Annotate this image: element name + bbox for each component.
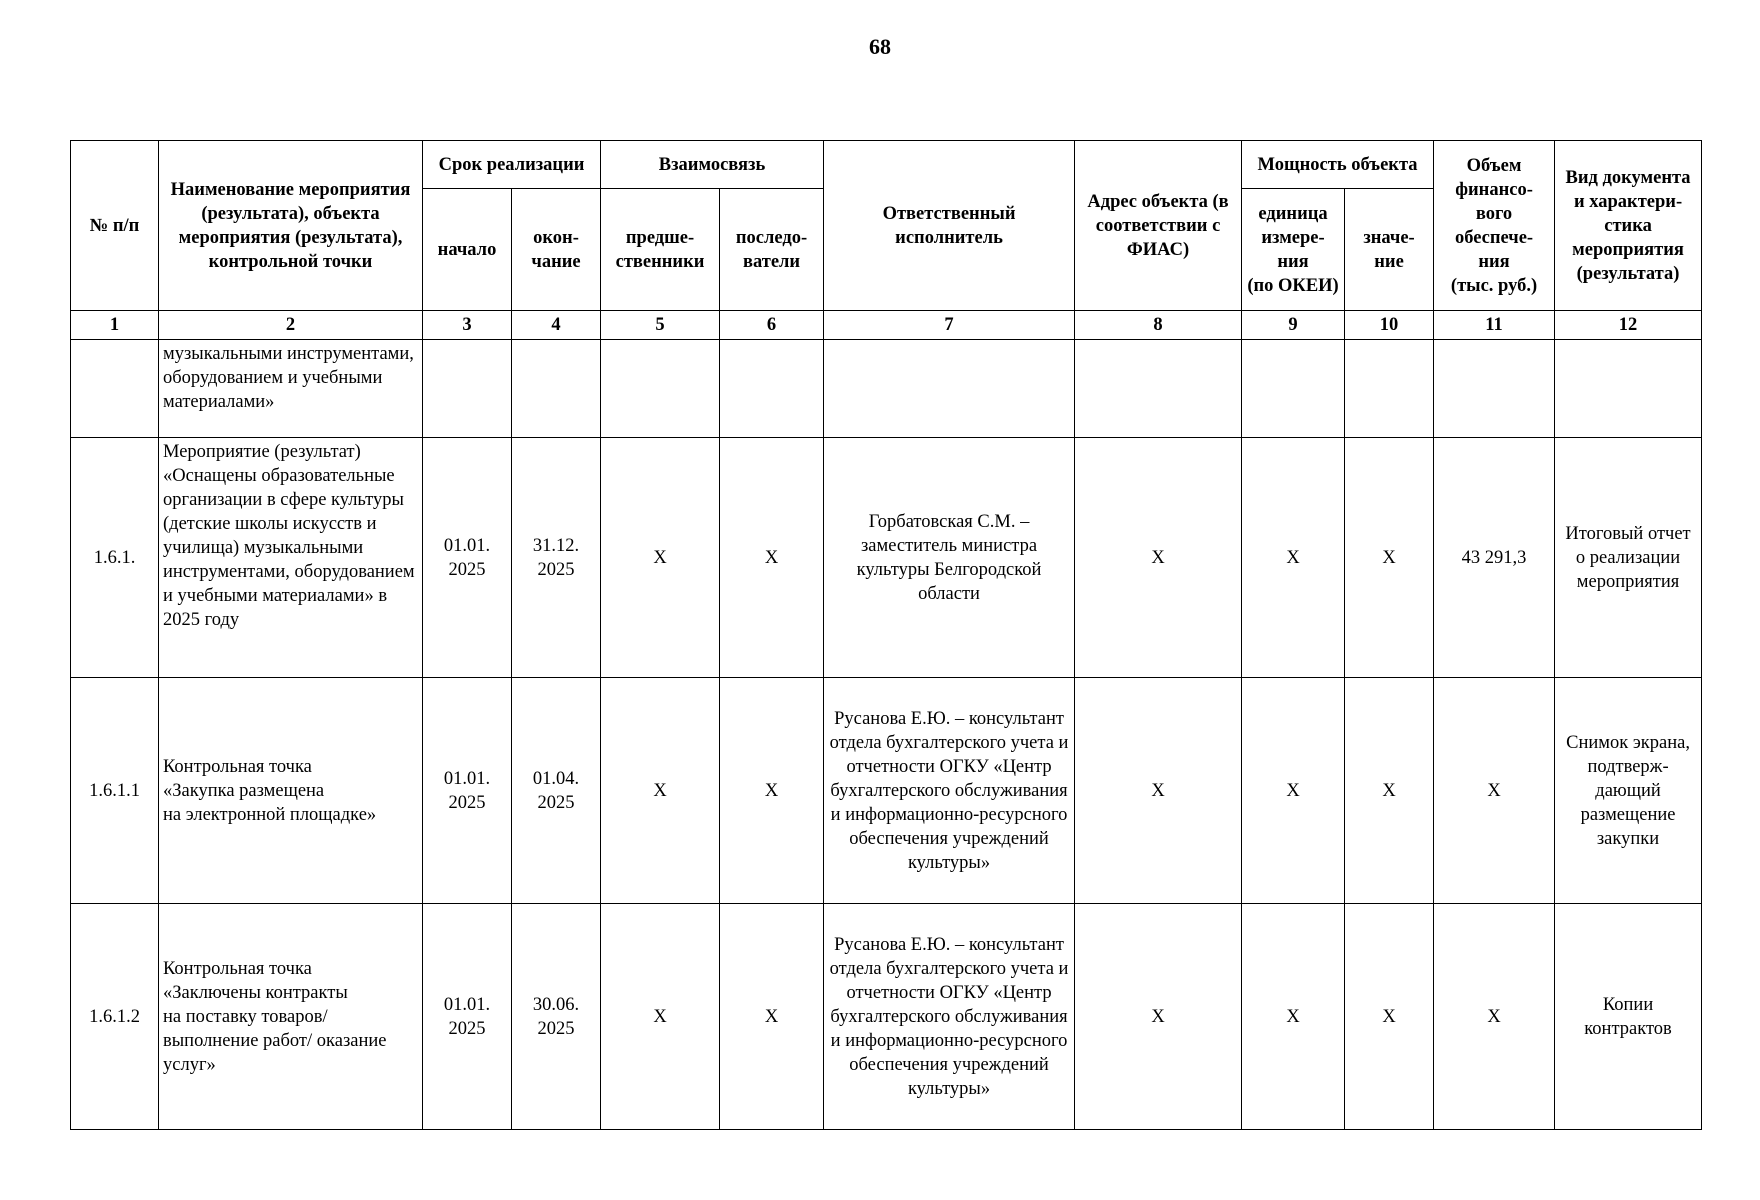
table-row bbox=[71, 904, 1702, 1130]
cell-name: Контрольная точка «Закупка размещена на электронной площадке» bbox=[159, 678, 423, 904]
column-number: 11 bbox=[1434, 311, 1555, 340]
cell-unit: X bbox=[1242, 904, 1345, 1130]
cell-address: X bbox=[1075, 678, 1242, 904]
cell-start: 01.01. 2025 bbox=[423, 438, 512, 678]
cell-end bbox=[512, 340, 601, 438]
cell-num: 1.6.1.1 bbox=[71, 678, 159, 904]
cell-value: X bbox=[1345, 438, 1434, 678]
header-unit: единица измере- ния (по ОКЕИ) bbox=[1242, 189, 1345, 311]
cell-finance: 43 291,3 bbox=[1434, 438, 1555, 678]
cell-doc: Итоговый отчет о реализации мероприятия bbox=[1555, 438, 1702, 678]
column-number: 5 bbox=[601, 311, 720, 340]
cell-name: музыкальными инструментами, оборудованием и учебными материалами» bbox=[159, 340, 423, 438]
column-number: 9 bbox=[1242, 311, 1345, 340]
cell-end: 31.12. 2025 bbox=[512, 438, 601, 678]
cell-prev: X bbox=[601, 904, 720, 1130]
header-term-start: начало bbox=[423, 189, 512, 311]
cell-value: X bbox=[1345, 904, 1434, 1130]
table-row bbox=[71, 438, 1702, 678]
cell-next: X bbox=[720, 904, 824, 1130]
cell-prev: X bbox=[601, 438, 720, 678]
cell-address bbox=[1075, 340, 1242, 438]
column-number: 12 bbox=[1555, 311, 1702, 340]
header-name: Наименование мероприятия (результата), объекта мероприятия (результата), контрольной точки bbox=[159, 141, 423, 311]
column-number: 10 bbox=[1345, 311, 1434, 340]
header-link: Взаимосвязь bbox=[601, 141, 824, 189]
cell-prev: X bbox=[601, 678, 720, 904]
cell-value: X bbox=[1345, 678, 1434, 904]
cell-start: 01.01. 2025 bbox=[423, 904, 512, 1130]
column-number: 7 bbox=[824, 311, 1075, 340]
cell-responsible bbox=[824, 340, 1075, 438]
cell-prev bbox=[601, 340, 720, 438]
column-number: 4 bbox=[512, 311, 601, 340]
column-number: 3 bbox=[423, 311, 512, 340]
plan-table bbox=[70, 140, 1702, 1130]
cell-name: Мероприятие (результат) «Оснащены образовательные организации в сфере культуры (детские школы искусств и училища) музыкальными инструментами, оборудованием и учебными материалами» в 2025 году bbox=[159, 438, 423, 678]
cell-unit: X bbox=[1242, 438, 1345, 678]
header-link-prev: предше- ственники bbox=[601, 189, 720, 311]
cell-start bbox=[423, 340, 512, 438]
cell-name: Контрольная точка «Заключены контракты на поставку товаров/ выполнение работ/ оказание услуг» bbox=[159, 904, 423, 1130]
cell-finance: X bbox=[1434, 678, 1555, 904]
cell-finance bbox=[1434, 340, 1555, 438]
cell-responsible: Русанова Е.Ю. – консультант отдела бухгалтерского учета и отчетности ОГКУ «Центр бухгалтерского обслуживания и информационно-ресурсного обеспечения учреждений культуры» bbox=[824, 904, 1075, 1130]
cell-next: X bbox=[720, 438, 824, 678]
cell-finance: X bbox=[1434, 904, 1555, 1130]
cell-num: 1.6.1.2 bbox=[71, 904, 159, 1130]
table-row bbox=[71, 678, 1702, 904]
cell-end: 01.04. 2025 bbox=[512, 678, 601, 904]
cell-unit bbox=[1242, 340, 1345, 438]
cell-responsible: Горбатовская С.М. – заместитель министра культуры Белгородской области bbox=[824, 438, 1075, 678]
header-term: Срок реализации bbox=[423, 141, 601, 189]
header-responsible: Ответственный исполнитель bbox=[824, 141, 1075, 311]
cell-next bbox=[720, 340, 824, 438]
header-capacity: Мощность объекта bbox=[1242, 141, 1434, 189]
column-number-row bbox=[71, 311, 1702, 340]
cell-num bbox=[71, 340, 159, 438]
table-row bbox=[71, 340, 1702, 438]
cell-value bbox=[1345, 340, 1434, 438]
cell-next: X bbox=[720, 678, 824, 904]
column-number: 2 bbox=[159, 311, 423, 340]
page-number: 68 bbox=[869, 34, 891, 59]
column-number: 6 bbox=[720, 311, 824, 340]
cell-unit: X bbox=[1242, 678, 1345, 904]
cell-end: 30.06. 2025 bbox=[512, 904, 601, 1130]
column-number: 8 bbox=[1075, 311, 1242, 340]
header-value: значе- ние bbox=[1345, 189, 1434, 311]
header-term-end: окон- чание bbox=[512, 189, 601, 311]
header-doc: Вид документа и характери- стика мероприятия (результата) bbox=[1555, 141, 1702, 311]
cell-start: 01.01. 2025 bbox=[423, 678, 512, 904]
cell-doc: Копии контрактов bbox=[1555, 904, 1702, 1130]
header-address: Адрес объекта (в соответствии с ФИАС) bbox=[1075, 141, 1242, 311]
header-num: № п/п bbox=[71, 141, 159, 311]
cell-doc: Снимок экрана, подтверж- дающий размещение закупки bbox=[1555, 678, 1702, 904]
cell-address: X bbox=[1075, 904, 1242, 1130]
cell-num: 1.6.1. bbox=[71, 438, 159, 678]
cell-address: X bbox=[1075, 438, 1242, 678]
cell-responsible: Русанова Е.Ю. – консультант отдела бухгалтерского учета и отчетности ОГКУ «Центр бухгалтерского обслуживания и информационно-ресурсного обеспечения учреждений культуры» bbox=[824, 678, 1075, 904]
header-link-next: последо- ватели bbox=[720, 189, 824, 311]
header-finance: Объем финансо- вого обеспече- ния (тыс. руб.) bbox=[1434, 141, 1555, 311]
cell-doc bbox=[1555, 340, 1702, 438]
column-number: 1 bbox=[71, 311, 159, 340]
